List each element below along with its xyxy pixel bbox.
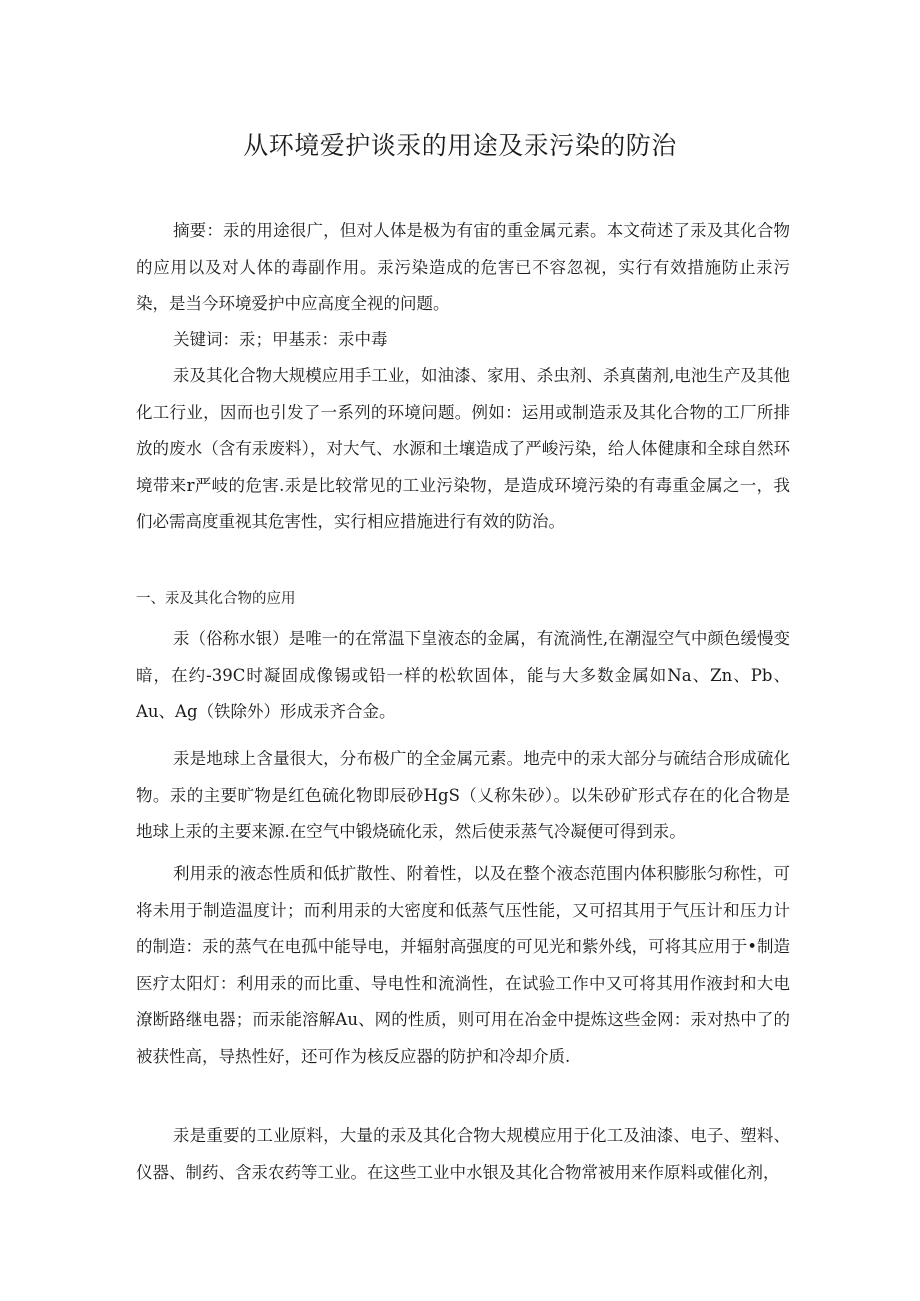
paragraph-mercury-uses: 利用汞的液态性质和低扩散性、附着性，以及在整个液态范围内体积膨胀匀称性，可将未用于制造温度计；而利用汞的大密度和低蒸气压性能，又可招其用于气压计和压力计的制造：汞的蒸气在电孤中能导电，并辐射高强度的可见光和紫外线，可将其应用于•制造医疗太阳灯：利用汞的而比重、导电性和流淌性，在试验工作中又可将其用作液封和大电潦断路继电器；而汞能溶解Au、网的性质，则可用在冶金中提炼这些金网：汞对热中了的被获性高，导热性好，还可作为核反应器的防护和冷却介质. — [136, 864, 790, 1066]
section-heading: 一、汞及其化合物的应用 — [136, 591, 296, 607]
intro-paragraph: 汞及其化合物大规模应用手工业，如油漆、家用、杀虫剂、杀真菌剂,电池生产及其他化工行业，因而也引发了一系列的环境问题。例如：运用或制造汞及其化合物的工厂所排放的废水（含有汞废料），对大气、水源和土壤造成了严峻污染，给人体健康和全球自然环境带来r严岐的危害.汞是比较常见的工业污染物，是造成环境污染的有毒重金属之一，我们必需高度重视其危害性，实行相应措施进行有效的防治。 — [136, 366, 790, 531]
keywords-line: 关键词：汞；甲基汞：汞中毒 — [173, 330, 388, 349]
paragraph-industrial-raw-material: 汞是重要的工业原料，大量的汞及其化合物大规模应用于化工及油漆、电子、塑料、仪器、制药、含汞农药等工业。在这些工业中水银及其化合物常被用来作原料或催化剂， — [136, 1126, 790, 1182]
document-title: 从环境爱护谈汞的用途及汞污染的防治 — [243, 131, 677, 160]
paragraph-mercury-sources: 汞是地球上含量很大，分布极广的全金属元素。地壳中的汞大部分与硫结合形成硫化物。汞的主要旷物是红色硫化物即辰砂HgS（乂称朱砂）。以朱砂矿形式存在的化合物是地球上汞的主要来源.在空气中锻烧硫化汞，然后使汞蒸气冷凝便可得到汞。 — [136, 749, 790, 841]
abstract-paragraph: 摘要：汞的用途很广，但对人体是极为有宙的重金属元素。本文荷述了汞及其化合物的应用以及对人体的毒副作用。汞污染造成的危害已不容忽视，实行有效措施防止汞污染，是当今环境爱护中应高度全视的问题。 — [136, 221, 790, 313]
paragraph-mercury-properties: 汞（俗称水银）是唯一的在常温下皇液态的金属，有流淌性,在潮湿空气中颜色缓慢变暗，在约-39C时凝固成像锡或铅一样的松软固体，能与大多数金属如Na、Zn、Pb、Au、Ag（铁除外）形成汞齐合金。 — [136, 629, 790, 721]
